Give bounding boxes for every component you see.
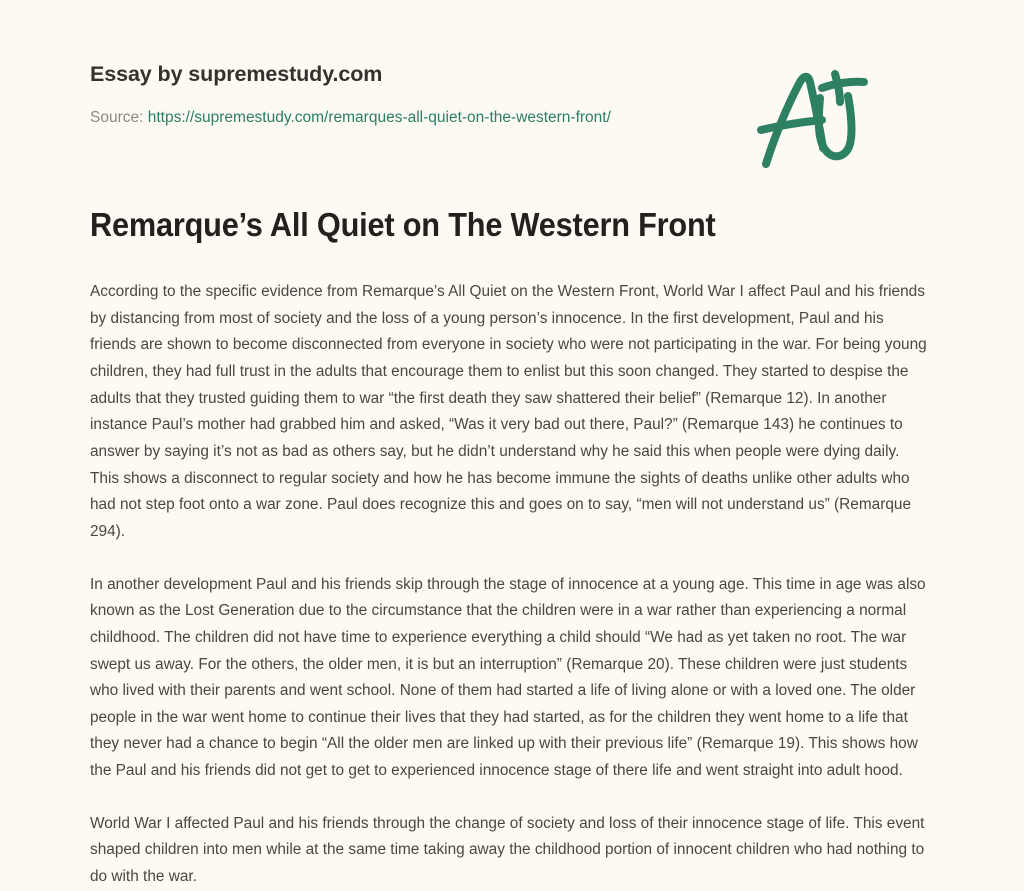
brand-title: Essay by supremestudy.com — [90, 62, 383, 86]
source-url-link[interactable]: https://supremestudy.com/remarques-all-quiet-on-the-western-front/ — [147, 108, 611, 126]
a-plus-logo-icon — [752, 68, 872, 178]
source-label: Source: — [90, 108, 144, 126]
paragraph-3: World War I affected Paul and his friends through the change of society and loss of their innocence stage of life. This event shaped children into men while at the same time taking away the childhood portion of innocent children who had nothing to do with the war. — [90, 814, 925, 885]
page-title: Remarque’s All Quiet on The Western Front — [90, 205, 716, 243]
paragraph-1: According to the specific evidence from Remarque’s All Quiet on the Western Front, World War I affect Paul and his friends by distancing from most of society and the loss of a young person’s innocence. In the first development, Paul and his friends are shown to become disconnected from everyone in society who were not participating in the war. For being young children, they had full trust in the adults that encourage them to enlist but this soon changed. They started to despise the adults that they trusted guiding them to war “the first death they saw shattered their belief” (Remarque 12). In another instance Paul’s mother had grabbed him and asked, “Was it very bad out there, Paul?” (Remarque 143) he continues to answer by saying it’s not as bad as others say, but he didn’t understand why he said this when people were dying daily. This shows a disconnect to regular society and how he has become immune the sights of deaths unlike other adults who had not step foot onto a war zone. Paul does recognize this and goes on to say, “men will not understand us” (Remarque 294). — [90, 283, 927, 540]
article-body — [90, 279, 930, 890]
page-header — [90, 0, 934, 128]
paragraph-2: In another development Paul and his friends skip through the stage of innocence at a young age. This time in age was also known as the Lost Generation due to the circumstance that the children were in a war rather than experiencing a normal childhood. The children did not have time to experience everything a child should “We had as yet taken no root. The war swept us away. For the others, the older men, it is but an interruption” (Remarque 20). These children were just students who lived with their parents and went school. None of them had started a life of living alone or with a loved one. The older people in the war went home to continue their lives that they had started, as for the children they went home to a life that they never had a chance to begin “All the older men are linked up with their previous life” (Remarque 19). This shows how the Paul and his friends did not get to get to experienced innocence stage of there life and went straight into adult hood. — [90, 575, 926, 780]
